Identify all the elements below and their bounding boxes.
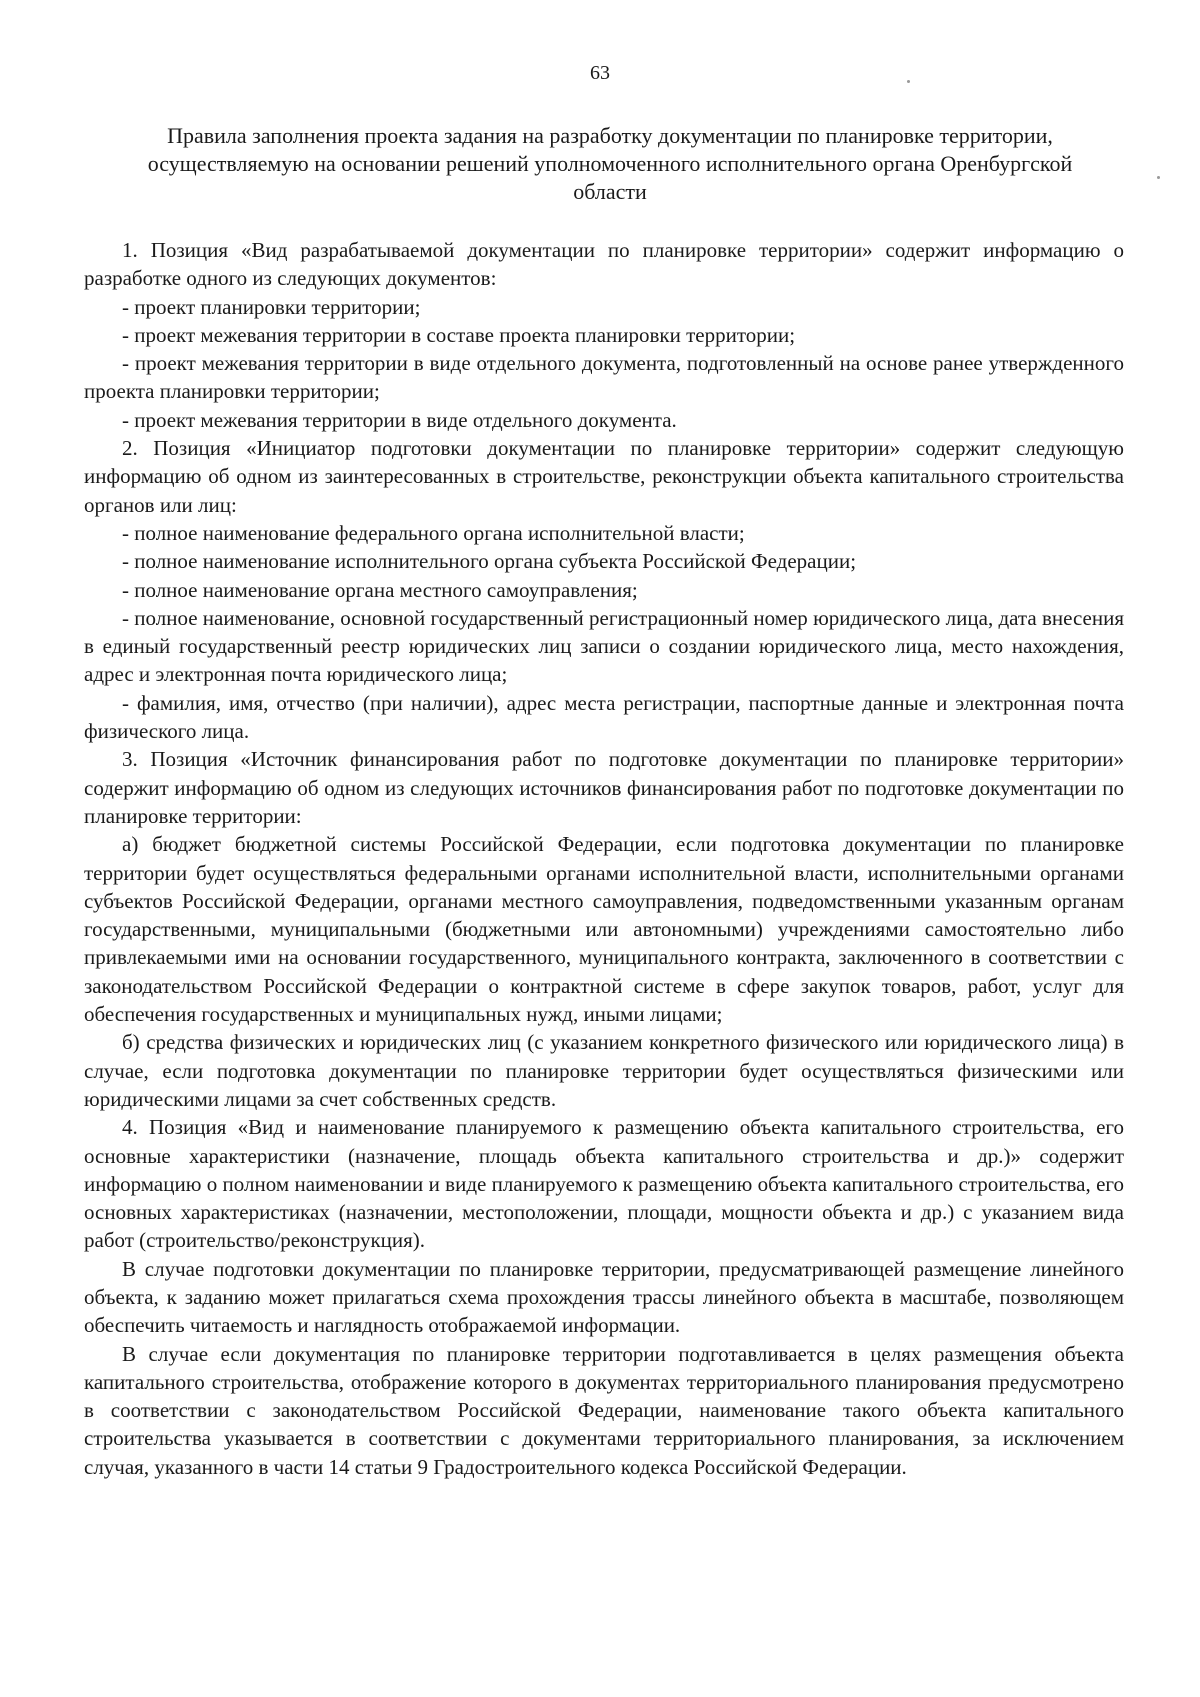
title-line: Правила заполнения проекта задания на разработку документации по планировке территории,	[167, 123, 1053, 148]
list-item: - проект межевания территории в виде отдельного документа, подготовленный на основе ранее утвержденного проекта планировки территории;	[84, 351, 1124, 404]
list-item: - полное наименование исполнительного органа субъекта Российской Федерации;	[122, 549, 857, 574]
paragraph: 1. Позиция «Вид разрабатываемой документации по планировке территории» содержит информацию о разработке одного из следующих документов:	[84, 238, 1124, 291]
list-item: - полное наименование федерального органа исполнительной власти;	[122, 520, 745, 545]
document-body	[84, 236, 1124, 1481]
paragraph: В случае если документация по планировке территории подготавливается в целях размещения объекта капитального строительства, отображение которого в документах территориального планирования предусмотрено в соответствии с законодательством Российской Федерации, наименование такого объекта капитального строительства указывается в соответствии с документами территориального планирования, за исключением случая, указанного в части 14 статьи 9 Градостроительного кодекса Российской Федерации.	[84, 1341, 1124, 1479]
list-item: - проект межевания территории в виде отдельного документа.	[122, 407, 677, 432]
scan-speck	[907, 80, 910, 83]
list-item: - проект межевания территории в составе проекта планировки территории;	[122, 322, 796, 347]
paragraph: 2. Позиция «Инициатор подготовки документации по планировке территории» содержит следующую информацию об одном из заинтересованных в строительстве, реконструкции объекта капитального строительства органов или лиц:	[84, 436, 1124, 517]
page-number: 63	[590, 62, 610, 84]
title-line: области	[573, 179, 647, 204]
paragraph: В случае подготовки документации по планировке территории, предусматривающей размещение линейного объекта, к заданию может прилагаться схема прохождения трассы линейного объекта в масштабе, позволяющем обеспечить читаемость и наглядность отображаемой информации.	[84, 1256, 1124, 1338]
title-line: осуществляемую на основании решений уполномоченного исполнительного органа Оренбургской	[147, 151, 1073, 176]
list-item: - проект планировки территории;	[122, 294, 421, 319]
paragraph: 4. Позиция «Вид и наименование планируемого к размещению объекта капитального строительства, его основные характеристики (назначение, площадь объекта капитального строительства и др.)» содержит информацию о полном наименовании и виде планируемого к размещению объекта капитального строительства, его основных характеристиках (назначении, местоположении, площади, мощности объекта и др.) с указанием вида работ (строительство/реконструкция).	[84, 1115, 1124, 1253]
list-item: - полное наименование органа местного самоуправления;	[122, 577, 638, 602]
document-title	[95, 122, 1125, 206]
scan-speck	[1157, 176, 1160, 179]
list-item: - фамилия, имя, отчество (при наличии), адрес места регистрации, паспортные данные и электронная почта физического лица.	[84, 690, 1124, 744]
paragraph: 3. Позиция «Источник финансирования работ по подготовке документации по планировке территории» содержит информацию об одном из следующих источников финансирования работ по подготовке документации по планировке территории:	[84, 747, 1124, 828]
list-item: - полное наименование, основной государственный регистрационный номер юридического лица, дата внесения в единый государственный реестр юридических лиц записи о создании юридического лица, место нахождения, адрес и электронная почта юридического лица;	[84, 605, 1124, 687]
list-item: а) бюджет бюджетной системы Российской Федерации, если подготовка документации по планировке территории будет осуществляться федеральными органами исполнительной власти, исполнительными органами субъектов Российской Федерации, органами местного самоуправления, подведомственными указанным органам государственными, муниципальными (бюджетными или автономными) учреждениями самостоятельно либо привлекаемыми ими на основании государственного, муниципального контракта, заключенного в соответствии с законодательством Российской Федерации о контрактной системе в сфере закупок товаров, работ, услуг для обеспечения государственных и муниципальных нужд, иными лицами;	[84, 832, 1124, 1027]
list-item: б) средства физических и юридических лиц (с указанием конкретного физического или юридического лица) в случае, если подготовка документации по планировке территории будет осуществляться физическими или юридическими лицами за счет собственных средств.	[84, 1030, 1124, 1111]
